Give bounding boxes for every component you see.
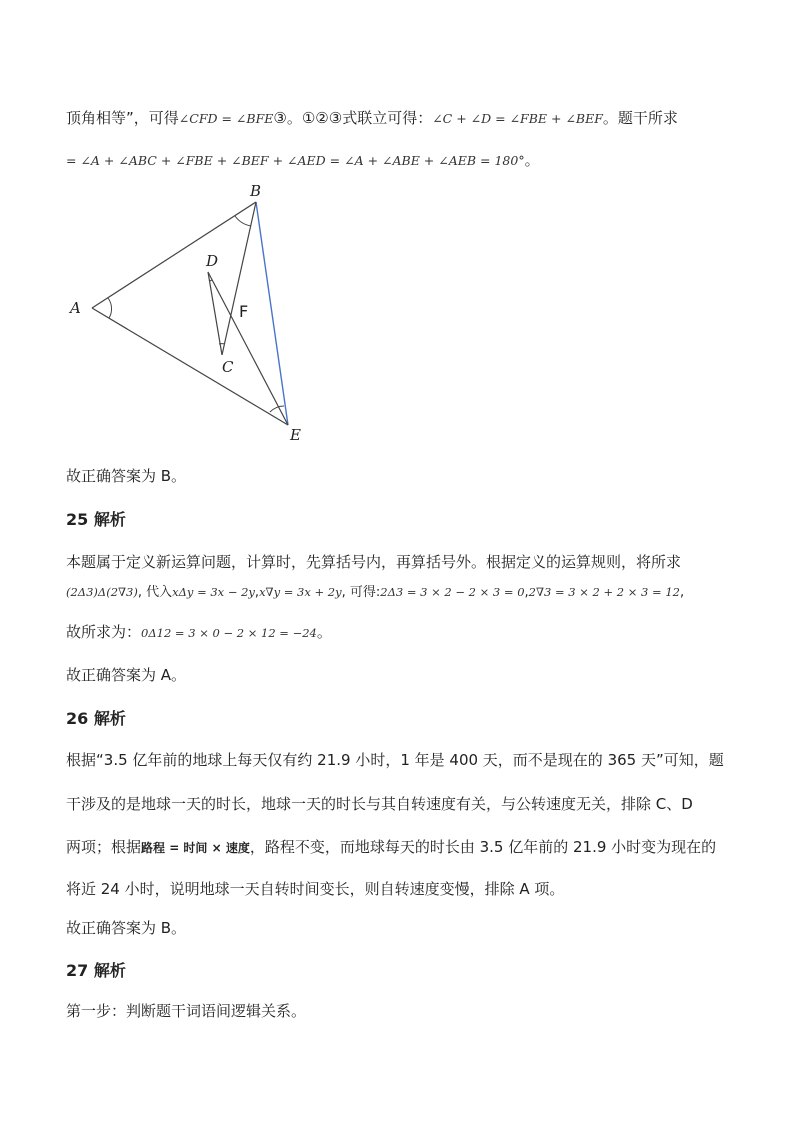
text-suffix: ，路程不变，而地球每天的时长由 3.5 亿年前的 21.9 小时变为现在的 [249,838,717,856]
label-f: F [239,302,249,321]
text-line-total-angles [66,150,540,171]
q26-line3 [66,837,716,858]
angle-arc-e [270,406,284,412]
text-prefix: 故所求为： [66,623,142,641]
text-suffix: 。题干所求 [602,109,678,127]
math-equation-total: = ∠A + ∠ABC + ∠FBE + ∠BEF + ∠AED = ∠A + ∠ABE + ∠AEB = 180° [66,153,525,168]
label-c: C [222,358,234,376]
math-expression: (2Δ3)Δ(2∇3) [66,585,138,599]
math-def-nabla: x∇y = 3x + 2y [259,585,342,599]
math-result: 0Δ12 = 3 × 0 − 2 × 12 = −24 [141,626,317,640]
heading-q25: 25 解析 [66,510,126,529]
label-b: B [250,182,262,200]
math-def-delta: xΔy = 3x − 2y [172,585,255,599]
formula-distance: 路程 = 时间 × 速度 [141,841,250,855]
label-e: E [290,426,301,444]
text-line-angle-equality [66,108,678,129]
q26-line1: 根据“3.5 亿年前的地球上每天仅有约 21.9 小时，1 年是 400 天，而不是现在的 365 天”可知，题 [66,751,724,769]
segment-ab [92,202,256,308]
math-equation-combined: ∠C + ∠D = ∠FBE + ∠BEF [432,111,603,126]
comma: , [524,585,529,600]
answer-26: 故正确答案为 B。 [66,919,187,937]
q26-line4: 将近 24 小时，说明地球一天自转时间变长，则自转速度变慢，排除 A 项。 [66,880,565,898]
answer-24: 故正确答案为 B。 [66,467,187,485]
angle-arc-a [108,298,112,318]
text-end: 。 [316,623,332,641]
q26-line2: 干涉及的是地球一天的时长，地球一天的时长与其自转速度有关，与公转速度无关，排除 C、D [66,795,693,813]
segment-be [256,202,288,425]
text-mid: 。①②③式联立可得： [286,109,433,127]
label-d: D [206,252,219,270]
segment-ae [92,308,288,425]
text-end: 。 [524,151,540,169]
q25-line3 [66,622,332,643]
heading-q27: 27 解析 [66,961,126,980]
comma: , [679,585,685,600]
q27-line1: 第一步：判断题干词语间逻辑关系。 [66,1002,307,1020]
text-get: , 可得: [341,585,381,600]
text-prefix: 顶角相等”，可得 [66,109,179,127]
comma: , [254,585,260,600]
math-equation-cfd-bfe: ∠CFD = ∠BFE [178,111,274,126]
q25-line2 [66,582,684,603]
math-calc-nabla: 2∇3 = 3 × 2 + 2 × 3 = 12 [528,585,680,599]
answer-25: 故正确答案为 A。 [66,666,187,684]
angle-arc-b [235,216,251,226]
heading-q26: 26 解析 [66,709,126,728]
label-a: A [70,299,81,317]
geometry-figure [60,180,340,450]
text-prefix: 两项；根据 [66,838,142,856]
q25-line1: 本题属于定义新运算问题，计算时，先算括号内，再算括号外。根据定义的运算规则，将所求 [66,553,682,571]
segment-de [208,272,288,425]
math-calc-delta: 2Δ3 = 3 × 2 − 2 × 3 = 0 [380,585,525,599]
text-substitute: , 代入 [137,585,173,600]
circled-number-3: ③ [273,109,287,127]
